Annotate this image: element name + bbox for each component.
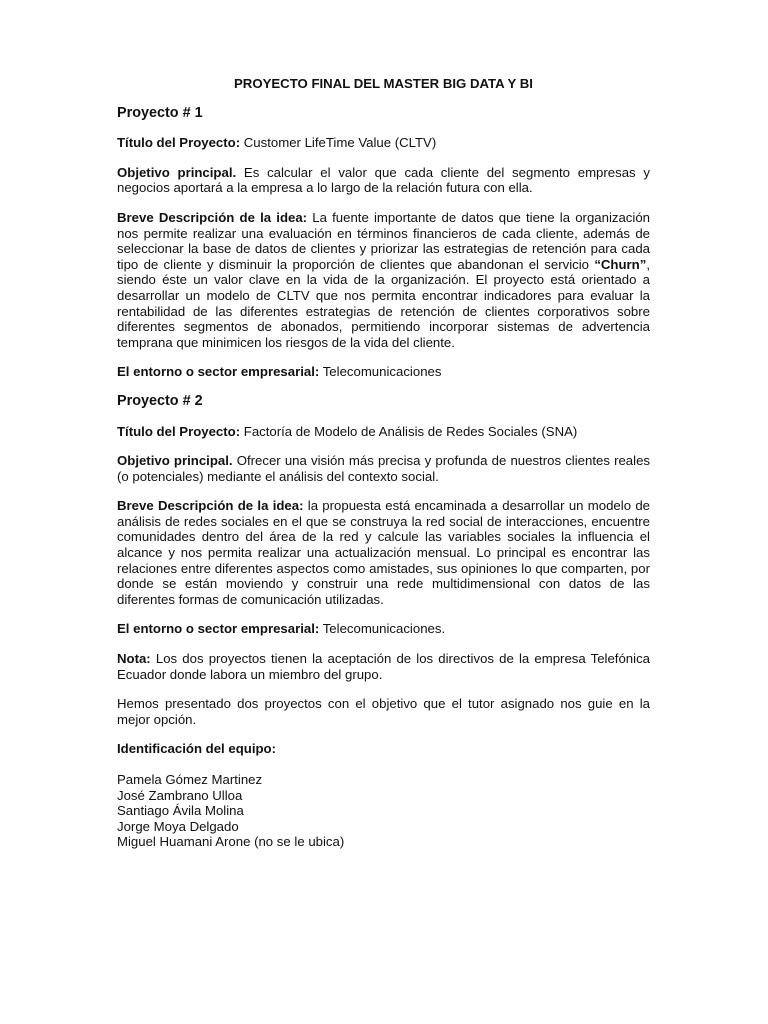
project-title-value: Factoría de Modelo de Análisis de Redes Sociales (SNA): [240, 423, 578, 439]
project-heading-2: Proyecto # 2: [117, 392, 203, 409]
document-title: PROYECTO FINAL DEL MASTER BIG DATA Y BI: [234, 76, 533, 91]
project-description-1: [117, 210, 650, 350]
sector-label: El entorno o sector empresarial:: [117, 621, 320, 637]
team-member: José Zambrano Ulloa: [117, 787, 243, 803]
document-page: [117, 76, 650, 850]
project-heading-1: Proyecto # 1: [117, 104, 203, 121]
objective-text: Ofrecer una visión más precisa y profunda de nuestros clientes reales (o potenciales) mediante el análisis del contexto social.: [117, 453, 650, 484]
note-paragraph: [117, 651, 650, 682]
team-member-list: [117, 772, 650, 850]
project-description-2: [117, 498, 650, 607]
team-member: Pamela Gómez Martinez: [117, 772, 263, 787]
project-objective-1: [117, 165, 650, 196]
objective-label: Objetivo principal.: [117, 453, 233, 469]
project-title-label: Título del Proyecto:: [117, 135, 241, 151]
project-section-1: [117, 106, 650, 380]
project-title-value: Customer LifeTime Value (CLTV): [240, 135, 437, 151]
project-title-label: Título del Proyecto:: [117, 423, 241, 439]
churn-emphasis: “Churn”: [594, 256, 647, 272]
project-objective-2: [117, 453, 650, 484]
team-label: Identificación del equipo:: [117, 741, 276, 757]
note-label: Nota:: [117, 651, 151, 667]
description-label: Breve Descripción de la idea:: [117, 209, 308, 225]
team-member: Jorge Moya Delgado: [117, 818, 239, 834]
sector-value: Telecomunicaciones.: [319, 621, 446, 637]
objective-text: Es calcular el valor que cada cliente del segmento empresas y negocios aportará a la empresa a lo largo de la relación futura con ella.: [117, 164, 650, 196]
project-sector-2: [117, 621, 650, 637]
sector-value: Telecomunicaciones: [319, 364, 442, 380]
sector-label: El entorno o sector empresarial:: [117, 364, 320, 380]
objective-label: Objetivo principal.: [117, 164, 237, 180]
project-title-line-1: [117, 135, 650, 151]
note-text: Los dos proyectos tienen la aceptación de los directivos de la empresa Telefónica Ecuador donde labora un miembro del grupo.: [117, 651, 650, 682]
description-text: la propuesta está encaminada a desarrollar un modelo de análisis de redes sociales en el que se construya la red social de interacciones, encuentre comunidades dentro del área de la red y calcule las variables sociales la influencia el alcance y nos permita realizar una actualización mensual. Lo principal es encontrar las relaciones entre diferentes aspectos como amistades, sus opiniones lo que comparten, por donde se están moviendo y construir una rede multidimensional con datos de las diferentes formas de comunicación utilizadas.: [117, 498, 650, 607]
project-section-2: [117, 394, 650, 637]
team-member: Miguel Huamani Arone (no se le ubica): [117, 834, 345, 850]
description-label: Breve Descripción de la idea:: [117, 498, 304, 514]
project-sector-1: [117, 364, 650, 380]
presented-paragraph: Hemos presentado dos proyectos con el objetivo que el tutor asignado nos guie en la mejor opción.: [117, 696, 650, 727]
description-text-continued: , siendo éste un valor clave en la vida de la organización. El proyecto está orientado a desarrollar un modelo de CLTV que nos permita encontrar indicadores para evaluar la rentabilidad de las diferentes estrategias de retención de clientes corporativos sobre diferentes segmentos de abonados, permitiendo incorporar sistemas de advertencia temprana que minimicen los riesgos de la vida del cliente.: [117, 256, 650, 350]
team-member: Santiago Ávila Molina: [117, 803, 244, 819]
description-text: La fuente importante de datos que tiene la organización nos permite realizar una evaluación en términos financieros de cada cliente, además de seleccionar la base de datos de clientes y priorizar las estrategias de retención para cada tipo de cliente y disminuir la proporción de clientes que abandonan el servicio: [117, 209, 651, 272]
project-title-line-2: [117, 424, 650, 440]
